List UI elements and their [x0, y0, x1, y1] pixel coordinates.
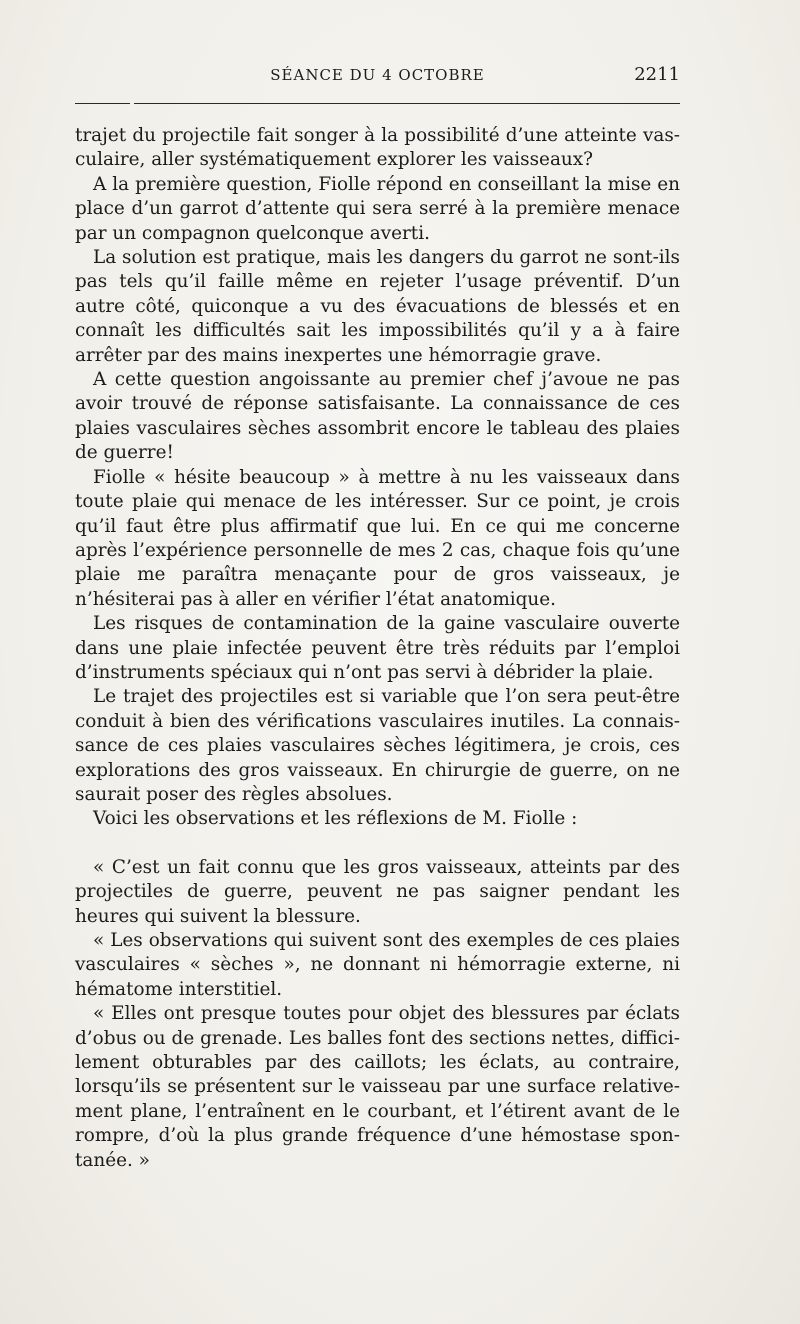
paragraph-5: Fiolle « hésite beaucoup » à mettre à nu les vaisseaux dans toute plaie qui menace de les intéresser. Sur ce point, je crois qu’il faut être plus affirmatif que lui. En ce qui me concerne après l’expérience personnelle de mes 2 cas, chaque fois qu’une plaie me paraîtra menaçante pour de gros vaisseaux, je n’hésiterai pas à aller en vérifier l’état anatomique.: [75, 466, 680, 610]
paragraph-4: A cette question angoissante au premier chef j’avoue ne pas avoir trouvé de réponse satisfaisante. La connaissance de ces plaies vasculaires sèches assombrit encore le tableau des plaies de guerre!: [75, 369, 680, 464]
header-rule-gap: [130, 101, 134, 106]
header-title: SÉANCE DU 4 OCTOBRE: [270, 66, 485, 84]
paragraph-8: Voici les observations et les réflexions de M. Fiolle :: [93, 808, 578, 830]
paragraph-2: A la première question, Fiolle répond en conseillant la mise en place d’un garrot d’attente qui sera serré à la première menace par un compagnon quelconque averti.: [75, 173, 680, 244]
paragraph-3: La solution est pratique, mais les dangers du garrot ne sont-ils pas tels qu’il faille même en rejeter l’usage préventif. D’un autre côté, quiconque a vu des évacuations de blessés et en connaît les difficultés sait les impossibilités qu’il y a à faire arrêter par des mains inexpertes une hémorragie grave.: [75, 247, 680, 366]
paragraph-1: trajet du projectile fait songer à la possibilité d’une atteinte vasculaire, aller systématiquement explorer les vaisseaux?: [75, 125, 680, 171]
quote-paragraph-3: « Elles ont presque toutes pour objet des blessures par éclats d’obus ou de grenade. Les balles font des sections nettes, difficilement obturables par des caillots; les éclats, au contraire, lorsqu’ils se présentent sur le vaisseau par une surface relativement plane, l’entraînent en le courbant, et l’étirent avant de le rompre, d’où la plus grande fréquence d’une hémostase spontanée. »: [75, 1003, 680, 1171]
page-number: 2211: [634, 64, 680, 85]
quote-paragraph-1: « C’est un fait connu que les gros vaisseaux, atteints par des projectiles de guerre, peuvent ne pas saigner pendant les heures qui suivent la blessure.: [75, 856, 680, 927]
header-rule: [75, 103, 680, 104]
quote-paragraph-2: « Les observations qui suivent sont des exemples de ces plaies vasculaires « sèches », ne donnant ni hémorragie externe, ni hématome interstitiel.: [75, 930, 680, 1000]
body-text: [75, 124, 680, 1173]
paragraph-7: Le trajet des projectiles est si variable que l’on sera peut-être conduit à bien des vérifications vasculaires inutiles. La connaissance de ces plaies vasculaires sèches légitimera, je crois, ces explorations des gros vaisseaux. En chirurgie de guerre, on ne saurait poser des règles absolues.: [75, 686, 680, 805]
paragraph-6: Les risques de contamination de la gaine vasculaire ouverte dans une plaie infectée peuvent être très réduits par l’emploi d’instruments spéciaux qui n’ont pas servi à débrider la plaie.: [75, 613, 680, 683]
running-header: [75, 64, 680, 88]
